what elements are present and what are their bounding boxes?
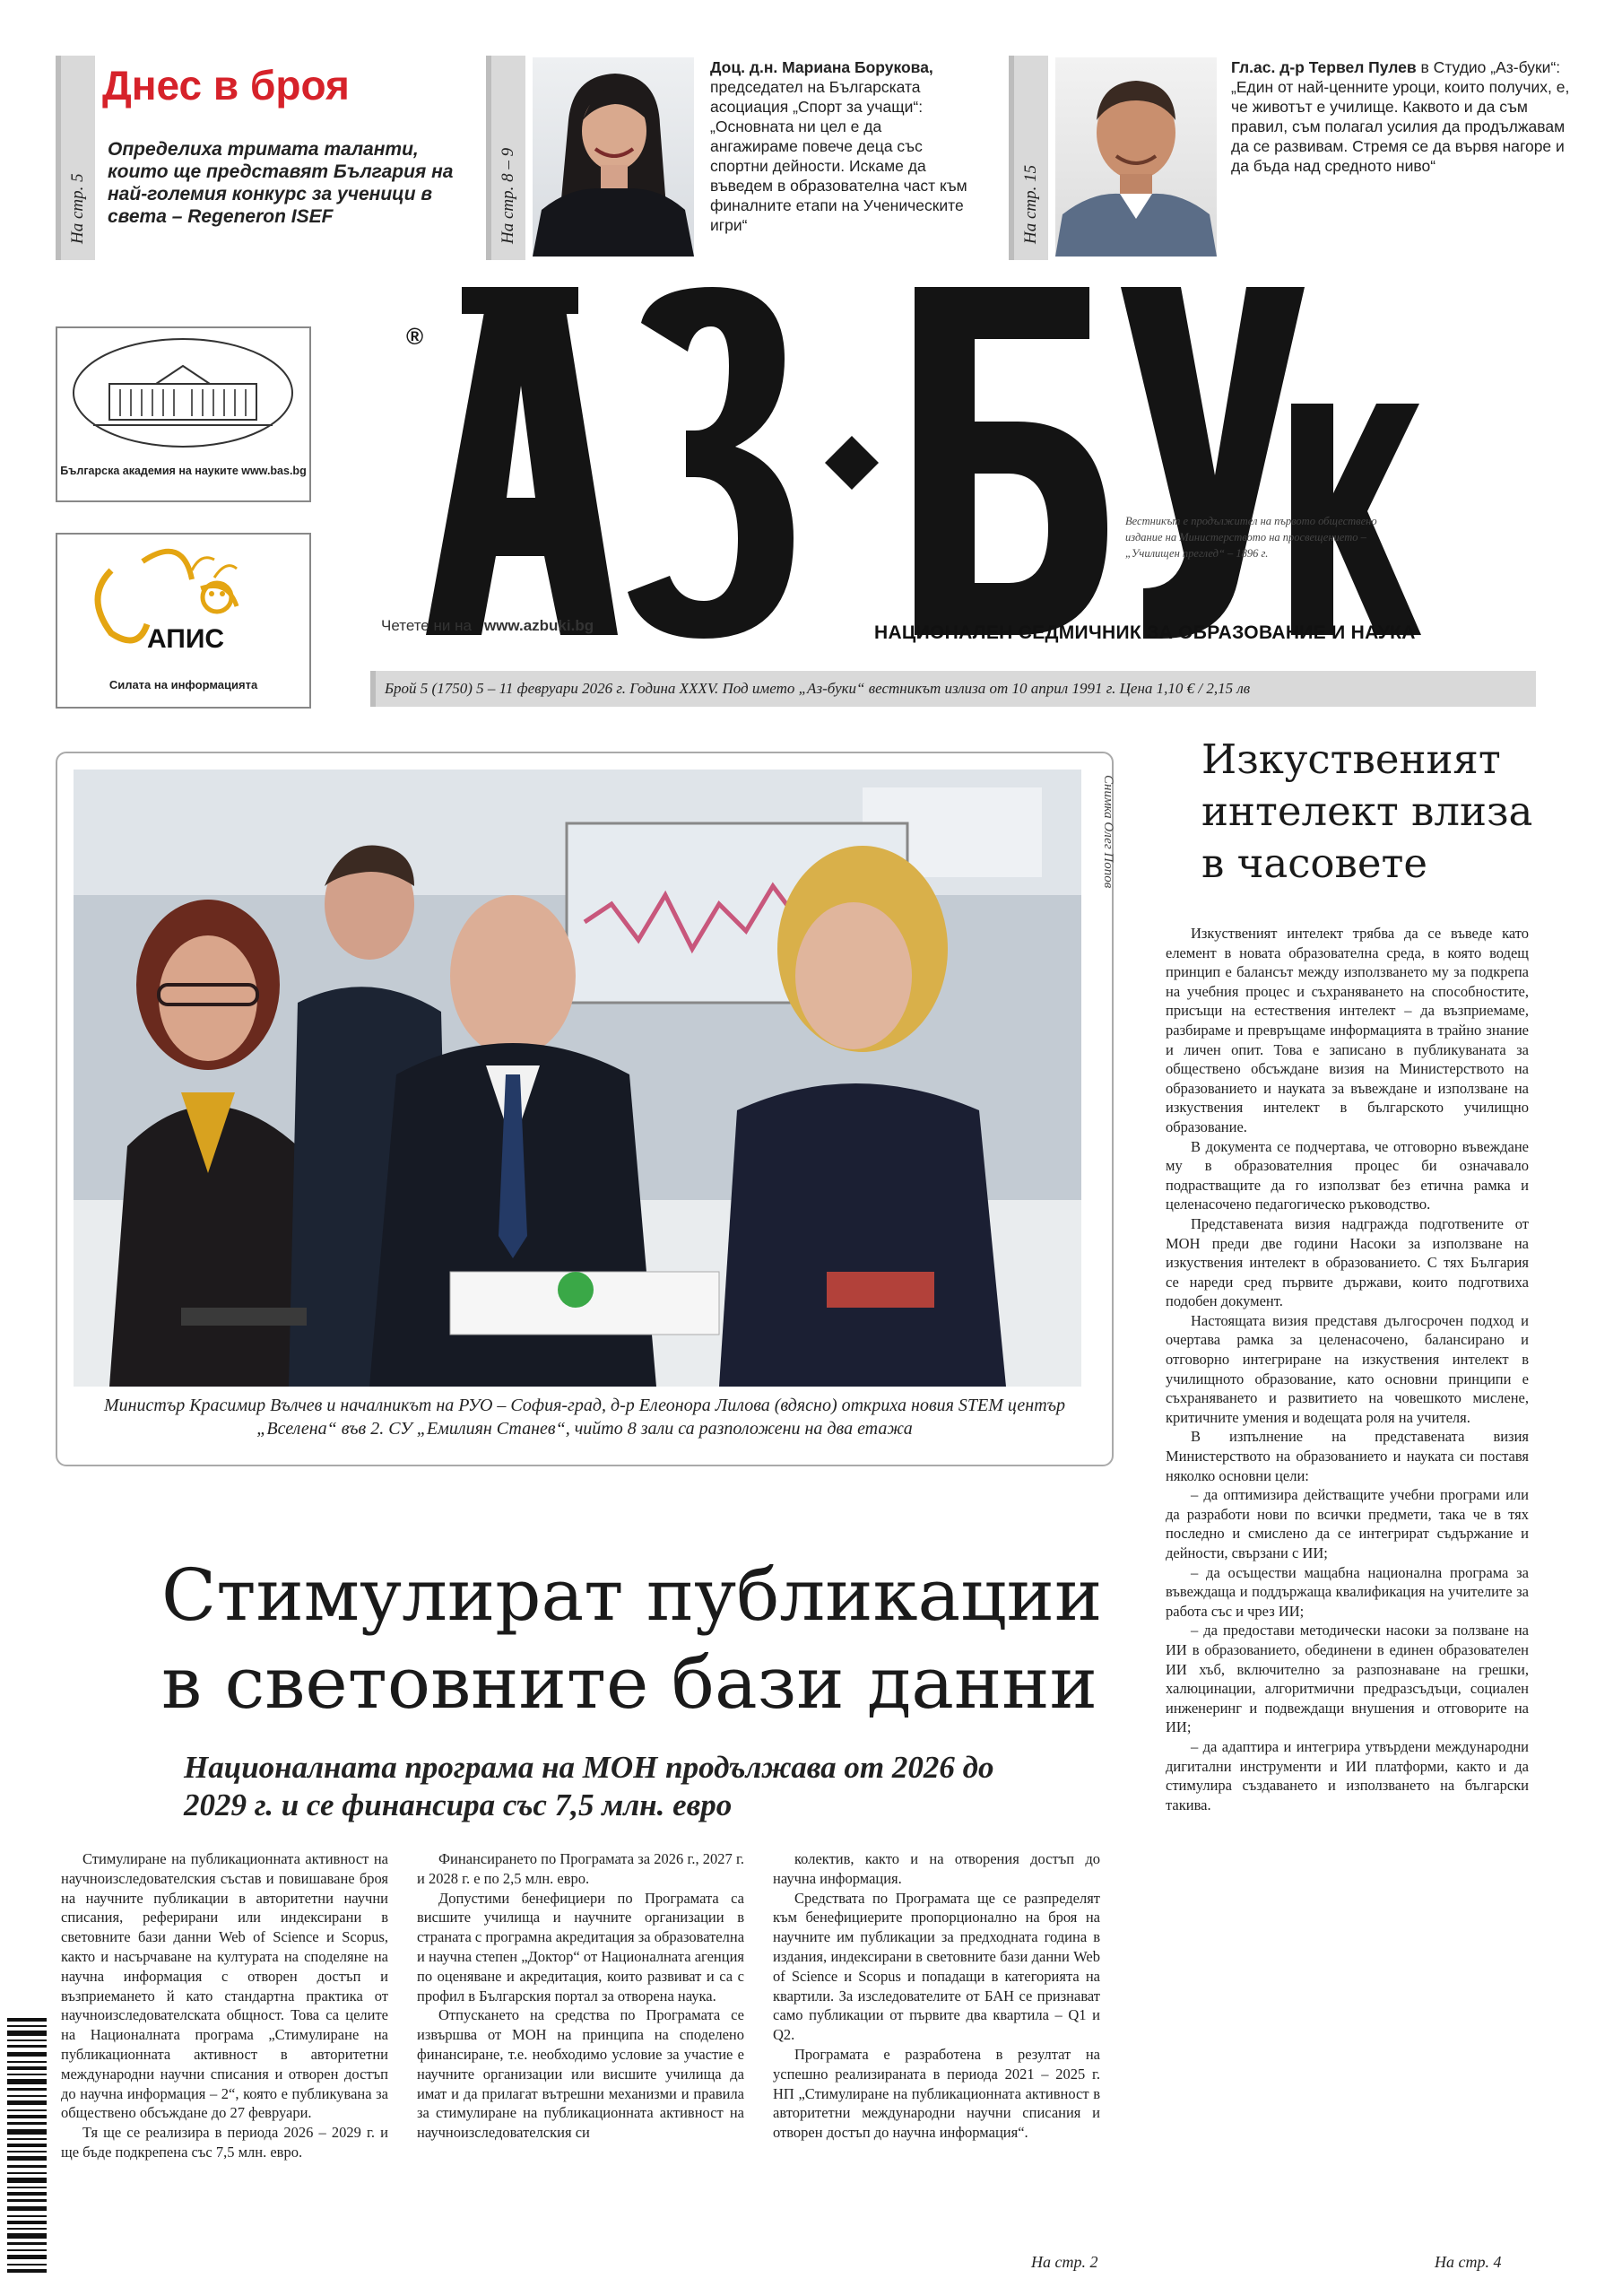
page-ref-tab: На стр. 5 [56,56,95,260]
main-headline-line: в световните бази данни [161,1641,1097,1725]
main-subheadline: Националната програма на МОН продължава от 2026 до 2029 г. и се финансира със 7,5 млн. евро [184,1750,994,1822]
side-article-continued[interactable]: На стр. 4 [1435,2253,1502,2271]
apis-caption: Силата на информацията [108,678,258,691]
today-teaser-text: Определиха тримата таланти, които ще представят България на най-големия конкурс за ученици в света – Regeneron ISEF [108,139,454,227]
read-online-label: Четете ни на [381,617,472,634]
interviewee-name: Доц. д.н. Мариана Борукова, [710,58,933,76]
paragraph: В изпълнение на представената визия Министерството на образованието и науката си поставя няколко основни цели: [1166,1428,1529,1484]
paragraph: – да адаптира и интегрира утвърдени международни дигитални инструменти и ИИ платформи, както и да стимулира създаването и използването на български такива. [1166,1737,1529,1813]
paragraph: Допустими бенефициери по Програмата са висшите училища и научните организации в страната с програмна акредитация за образователна и научна степен „Доктор“ от Националната агенция по оценяване и акредитация, които развиват и са с профил в Българския портал за отворена наука. [417,1889,745,2005]
bas-logo[interactable] [56,326,311,502]
paragraph: Настоящата визия представя дългосрочен подход и очертава рамка за целенасочено, балансирано и отговорно интегриране на изкуствения интелект в училищното образование, като основни принципи е съхраняването и развитието на човешкото мислене, критичните умения и водещата роля на учителя. [1166,1311,1529,1426]
side-article-headline[interactable]: Изкуственият интелект влиза в часовете [1201,735,1533,887]
paragraph: – да осъществи мащабна национална програма за въвеждаща и поддържаща квалификация на учителите за работа със и чрез ИИ; [1166,1563,1529,1620]
academy-building-icon [57,328,309,463]
interview-teaser-pulev[interactable] [1009,56,1574,260]
paragraph: В документа се подчертава, че отговорно въвеждане му в образователния процес би означавало подрастващите да го използват без етична рамка и целенасочено педагогическо ръководство. [1166,1137,1529,1213]
today-title: Днес в броя [102,62,350,109]
paragraph: Отпускането на средства по Програмата се извършва от МОН на принципа на споделено финансиране, т.е. необходимо условие за участие е научните организации или висшите училища да имат и да прилагат вътрешни механизми и правила за стимулиране на публикационната активност на научноизследователския си [417,2006,744,2142]
side-article-body [1166,924,1529,1814]
main-headline-line: Стимулират публикации [161,1553,1103,1637]
interviewee-name: Гл.ас. д-р Тервел Пулев [1231,58,1417,76]
az-buki-wordmark [426,287,1421,639]
main-headline[interactable] [161,1552,1112,1727]
heritage-note: Вестникът е продължител на първото обществено издание на Министерството на просвещението – „Училищен преглед“ – 1896 г. [1125,515,1377,560]
paragraph: Средствата по Програмата ще се разпределят към бенефициерите пропорционално на броя на научните им публикации за предходната година в издания, индексирани в световните бази данни Web of Science и Scopus и попадащи в категорията на квартили. За изследователите от БАН се признават само публикации от първите два квартила – Q1 и Q2. [773,1889,1100,2044]
page-ref-tab: На стр. 15 [1009,56,1048,260]
paragraph: Тя ще се реализира в периода 2026 – 2029 г. и ще бъде подкрепена със 7,5 млн. евро. [61,2124,388,2161]
apis-logo[interactable] [56,533,311,709]
page-ref-tab: На стр. 8 – 9 [486,56,525,260]
masthead-tagline: НАЦИОНАЛЕН СЕДМИЧНИК ЗА ОБРАЗОВАНИЕ И НАУКА [874,622,1416,643]
article-column [773,1849,1100,2143]
paragraph: колектив, както и на отворения достъп до научна информация. [773,1850,1100,1887]
lead-photo-frame[interactable] [56,752,1114,1466]
photo-credit: Снимка Олег Попов [1101,775,1115,889]
read-online-line [381,617,594,635]
newspaper-title[interactable] [426,287,1421,639]
portrait-photo-man [1055,57,1217,257]
paragraph: Стимулиране на публикационната активност на научноизследователския състав и повишаване броя на научните публикации в авторитетни научни списания, реферирани или индексирани в световните бази данни Web of Science и Scopus, както и насърчаване на културата на споделяне на научна информация с отворен достъп и възприемането й като стандартна практика от научноизследователската общност. Това са целите на Националната програма „Стимулиране на публикационната активност в авторитетни международни научни списания и отворен достъп до научна информация – 2“, която е публикувана за обществено обсъждане до 27 февруари. [61,1850,388,2122]
portrait-photo-woman [533,57,694,257]
article-column [61,1849,388,2162]
interview-quote: в Студио „Аз-буки“: „Един от най-ценните уроци, които получих, е, че животът е училище. Каквото и да съм правил, съм полагал усилия да продължавам да се развивам. Стремя се да вървя нагоре и да бъда над средното ниво“ [1231,58,1570,175]
interview-teaser-borukova[interactable] [486,56,967,260]
apis-wordmark: АПИС [147,624,225,654]
paragraph: Изкуственият интелект трябва да се въведе като елемент в новата образователна среда, в която водещ принцип е балансът между използването му за подкрепа на учебния процес и съхраняването на способностите, присъщи на естествения интелект – да възприемаме, разбираме и превръщаме информацията в трайно знание и личен опит. Това е записано в публикуваната за обществено обсъждане визия на Министерството на образованието и науката за въвеждане и използване на изкуствения интелект в българското училищно образование. [1166,925,1529,1135]
lead-photo [74,770,1081,1387]
main-article-continued[interactable]: На стр. 2 [1031,2253,1098,2271]
paragraph: Представената визия надгражда подготвените от МОН преди две години Насоки за използване на изкуствения интелект в образованието. С тях България се нареди сред първите държави, които подготвиха подобен документ. [1166,1214,1529,1310]
paragraph: Финансирането по Програмата за 2026 г., 2027 г. и 2028 г. е по 2,5 млн. евро. [417,1850,744,1887]
registered-mark: ® [406,323,424,350]
bas-caption: Българска академия на науките www.bas.bg [60,465,307,477]
paragraph: – да оптимизира действащите учебни програми или да разработи нови по всички предмети, така че в тях последно и смислено да се интегрират съдържание и дейности, свързани с ИИ; [1166,1486,1529,1561]
website-link[interactable]: www.azbuki.bg [483,617,594,634]
today-in-issue-box[interactable] [56,56,459,260]
article-column [417,1849,744,2143]
interview-teaser-text [1231,57,1572,176]
interview-quote: председател на Българската асоциация „Спорт за учащи“: „Основната ни цел е да ангажираме повече деца със спортни дейности. Искаме да въведем в образователна част към финалните етапи на Ученическите игри“ [710,78,967,234]
issue-info-bar: Брой 5 (1750) 5 – 11 февруари 2026 г. Година XXXV. Под името „Аз-буки“ вестникът излиза от 10 април 1991 г. Цена 1,10 € / 2,15 лв [370,671,1536,707]
paragraph: Програмата е разработена в резултат на успешно реализираната в периода 2021 – 2025 г. НП „Стимулиране на публикационната активност в авторитетни международни научни списания и отворен достъп до научна информация“. [773,2045,1100,2142]
photo-caption: Министър Красимир Вълчев и началникът на РУО – София-град, д-р Елеонора Лилова (вдясно) откриха новия STEM център „Вселена“ във 2. СУ „Емилиян Станев“, чийто 8 зали са разположени на два етажа [103,1396,1066,1439]
interview-teaser-text [710,57,970,235]
paragraph: – да предостави методически насоки за ползване на ИИ в образованието, обединени в единен образователен ИИ хъб, включително за разпознаване на грешки, халюцинации, алгоритмични предразсъдъци, социален инженеринг и подвеждащи внушения и отговорите на ИИ; [1166,1622,1529,1736]
barcode [7,2018,47,2278]
